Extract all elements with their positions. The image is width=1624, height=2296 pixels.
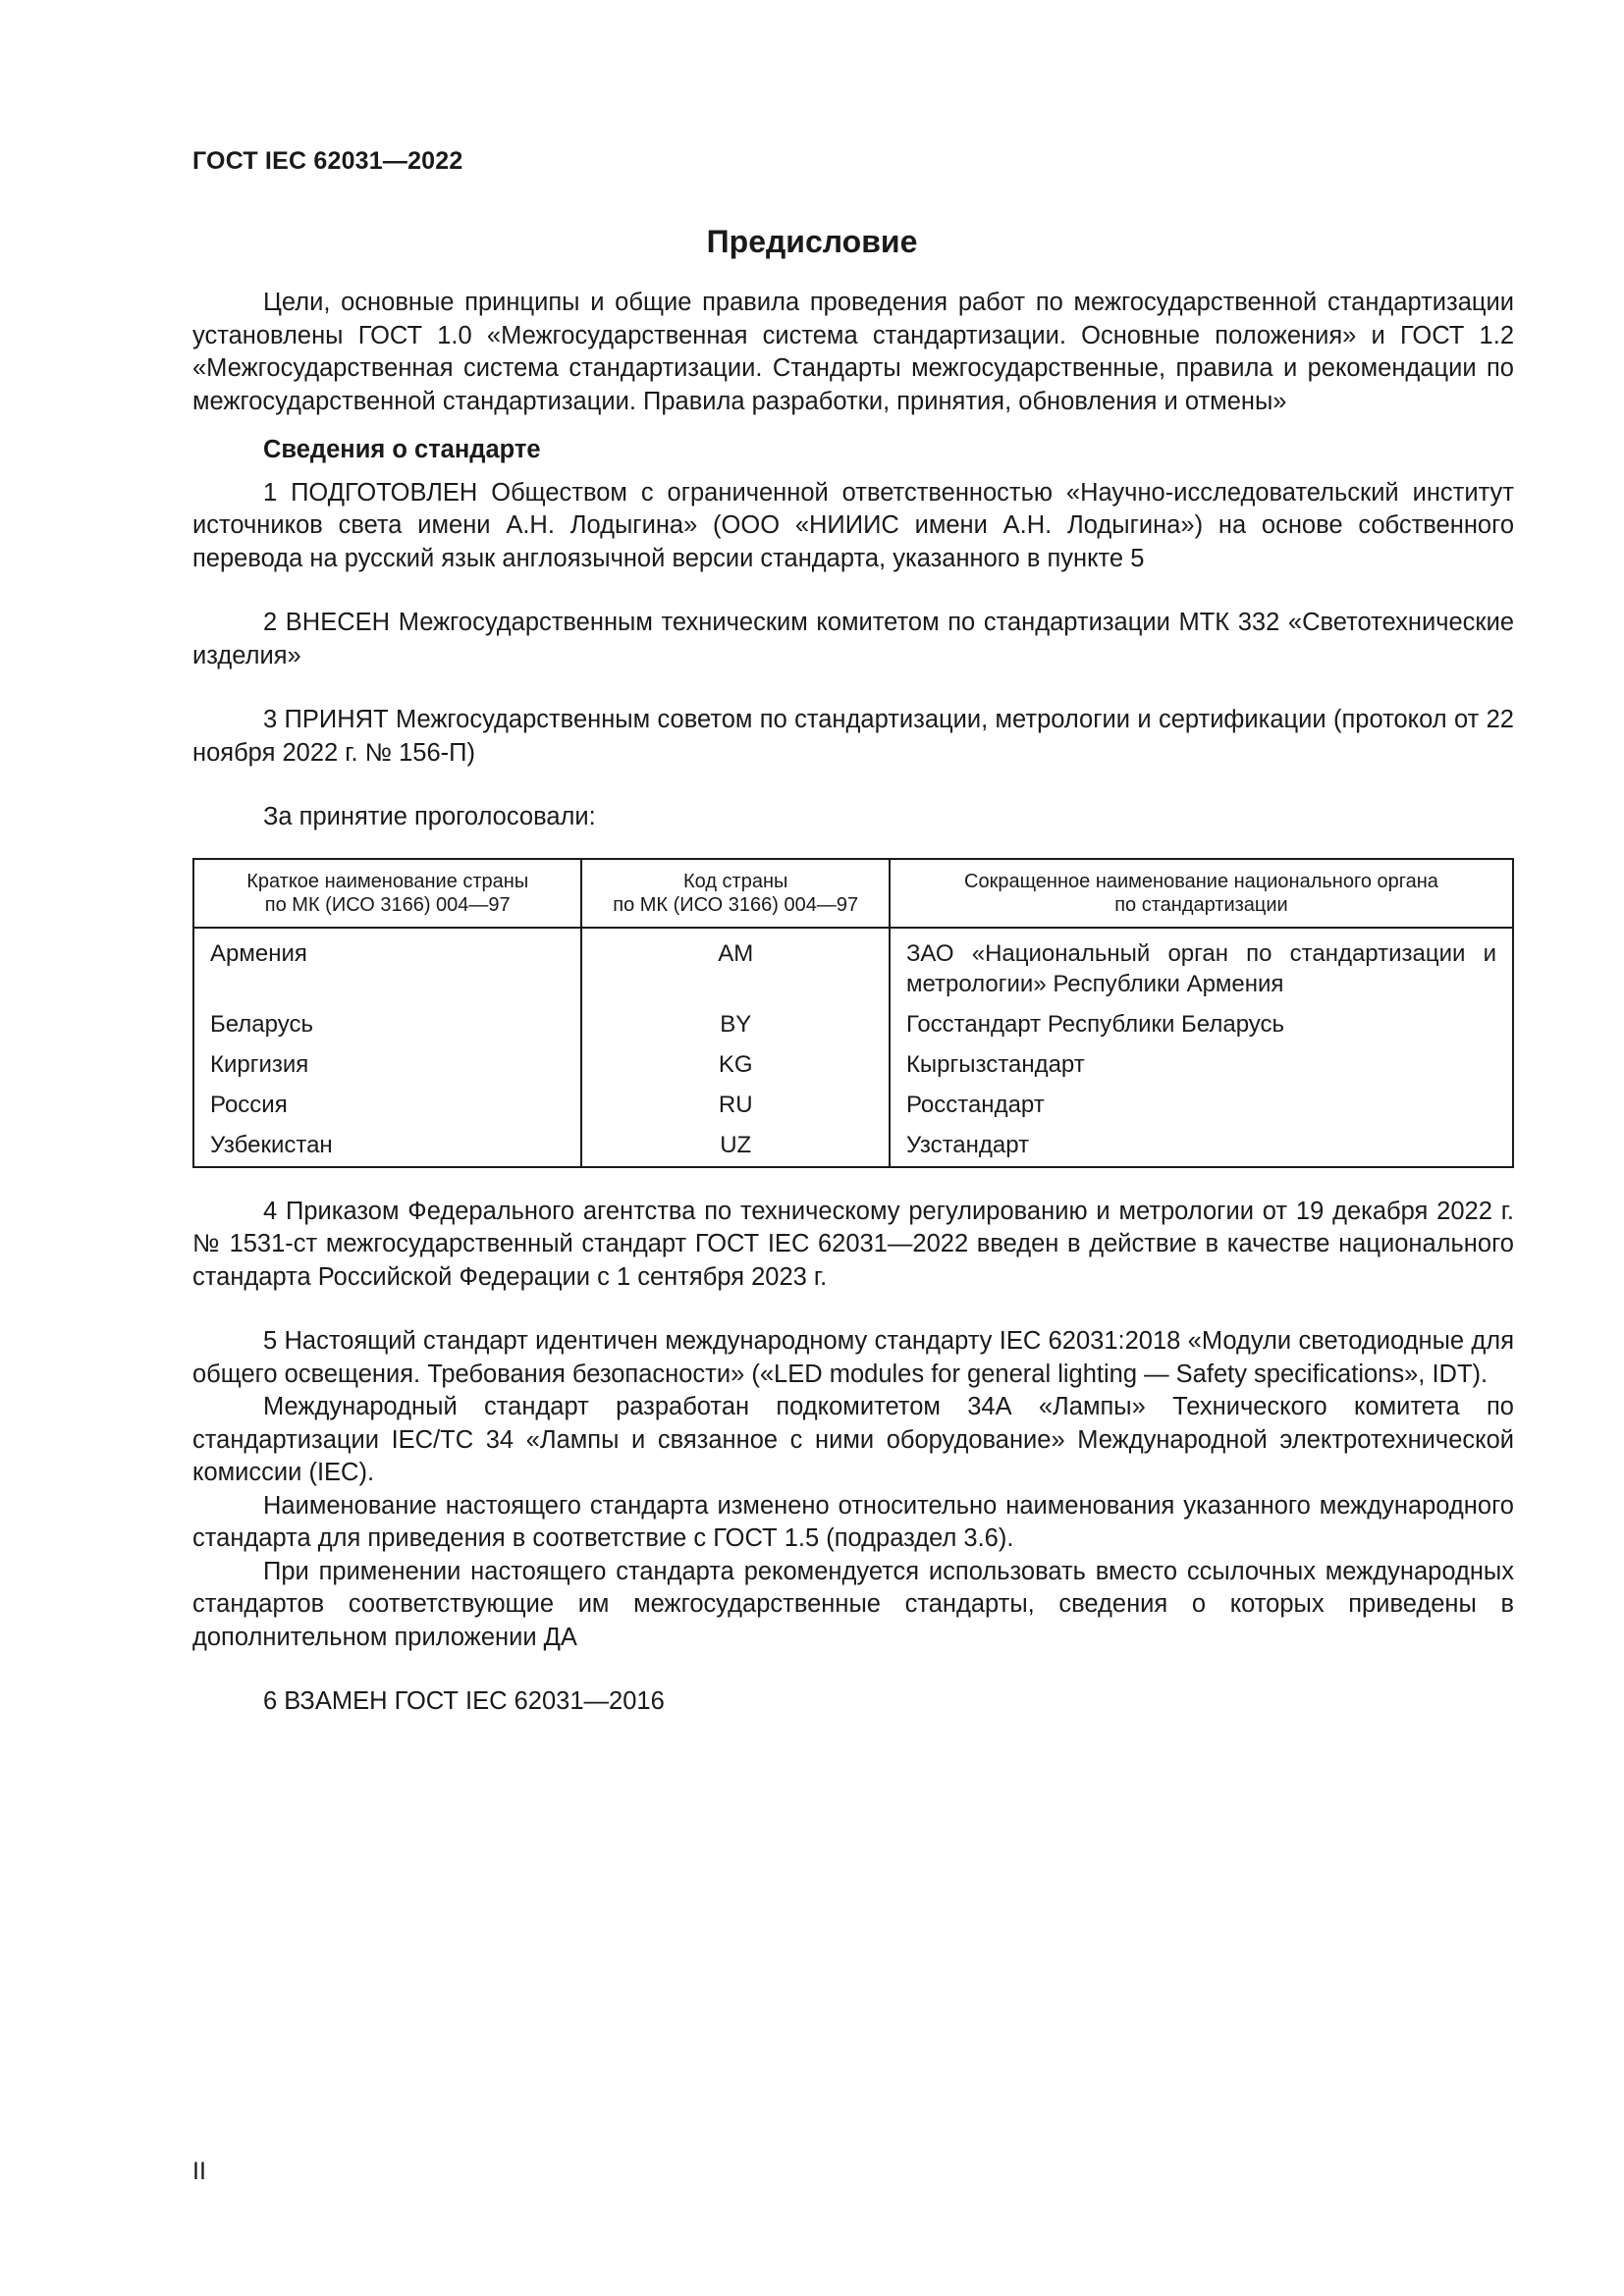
- table-cell-body: ЗАО «Национальный орган по стандартизации и метрологии» Республики Армения: [890, 928, 1513, 1004]
- table-cell-code: RU: [581, 1085, 889, 1125]
- item-5-developer: Международный стандарт разработан подкомитетом 34А «Лампы» Технического комитета по стандартизации IEC/TC 34 «Лампы и связанное с ними оборудование» Международной электротехнической комиссии (IEC).: [192, 1393, 1514, 1486]
- table-cell-code: BY: [581, 1004, 889, 1044]
- item-4-order: 4 Приказом Федерального агентства по техническому регулированию и метрологии от 19 декабря 2022 г. № 1531-ст межгосударственный стандарт ГОСТ IEC 62031—2022 введен в действие в качестве национального стандарта Российской Федерации с 1 сентября 2023 г.: [192, 1197, 1514, 1291]
- table-header-country: Краткое наименование страны по МК (ИСО 3166) 004—97: [193, 859, 581, 928]
- table-cell-body: Росстандарт: [890, 1085, 1513, 1125]
- page-title: Предисловие: [706, 224, 918, 259]
- item-6-replaces: 6 ВЗАМЕН ГОСТ IEC 62031—2016: [263, 1687, 665, 1715]
- item-1-prepared: 1 ПОДГОТОВЛЕН Обществом с ограниченной ответственностью «Научно-исследовательский институт источников света имени А.Н. Лодыгина» (ООО «НИИИС имени А.Н. Лодыгина») на основе собственного перевода на русский язык англоязычной версии стандарта, указанного в пункте 5: [192, 478, 1514, 572]
- table-cell-body: Узстандарт: [890, 1125, 1513, 1167]
- table-row: [193, 1085, 1513, 1125]
- table-cell-code: UZ: [581, 1125, 889, 1167]
- table-cell-code: KG: [581, 1044, 889, 1085]
- table-cell-country: Россия: [193, 1085, 581, 1125]
- voting-countries-table: [192, 858, 1514, 1168]
- table-header-code: Код страны по МК (ИСО 3166) 004—97: [581, 859, 889, 928]
- document-code-header: ГОСТ IEC 62031—2022: [192, 147, 463, 175]
- table-cell-body: Госстандарт Республики Беларусь: [890, 1004, 1513, 1044]
- table-row: [193, 1004, 1513, 1044]
- preface-content: [192, 287, 1514, 1719]
- standard-info-heading: Сведения о стандарте: [263, 436, 541, 463]
- table-cell-country: Беларусь: [193, 1004, 581, 1044]
- item-5-references: При применении настоящего стандарта рекомендуется использовать вместо ссылочных международных стандартов соответствующие им межгосударственные стандарты, сведения о которых приведены в дополнительном приложении ДА: [192, 1557, 1514, 1651]
- item-3-adopted: 3 ПРИНЯТ Межгосударственным советом по стандартизации, метрологии и сертификации (протокол от 22 ноября 2022 г. № 156-П): [192, 706, 1514, 767]
- table-header-body: Сокращенное наименование национального органа по стандартизации: [890, 859, 1513, 928]
- item-2-introduced: 2 ВНЕСЕН Межгосударственным техническим комитетом по стандартизации МТК 332 «Светотехнические изделия»: [192, 609, 1514, 669]
- table-row: [193, 1044, 1513, 1085]
- table-cell-country: Киргизия: [193, 1044, 581, 1085]
- table-cell-country: Армения: [193, 928, 581, 1004]
- table-cell-code: AM: [581, 928, 889, 1004]
- table-cell-body: Кыргызстандарт: [890, 1044, 1513, 1085]
- table-header-row: [193, 859, 1513, 928]
- page-number: II: [192, 2158, 206, 2185]
- table-cell-country: Узбекистан: [193, 1125, 581, 1167]
- voted-label: За принятие проголосовали:: [263, 803, 596, 830]
- item-5-identical: 5 Настоящий стандарт идентичен международному стандарту IEC 62031:2018 «Модули светодиодные для общего освещения. Требования безопасности» («LED modules for general lighting — Safety specifications», IDT).: [192, 1327, 1514, 1388]
- intro-paragraph: Цели, основные принципы и общие правила проведения работ по межгосударственной стандартизации установлены ГОСТ 1.0 «Межгосударственная система стандартизации. Основные положения» и ГОСТ 1.2 «Межгосударственная система стандартизации. Стандарты межгосударственные, правила и рекомендации по межгосударственной стандартизации. Правила разработки, принятия, обновления и отмены»: [192, 289, 1514, 415]
- table-row: [193, 1125, 1513, 1167]
- item-5-title-change: Наименование настоящего стандарта изменено относительно наименования указанного международного стандарта для приведения в соответствие с ГОСТ 1.5 (подраздел 3.6).: [192, 1491, 1514, 1552]
- table-row: [193, 928, 1513, 1004]
